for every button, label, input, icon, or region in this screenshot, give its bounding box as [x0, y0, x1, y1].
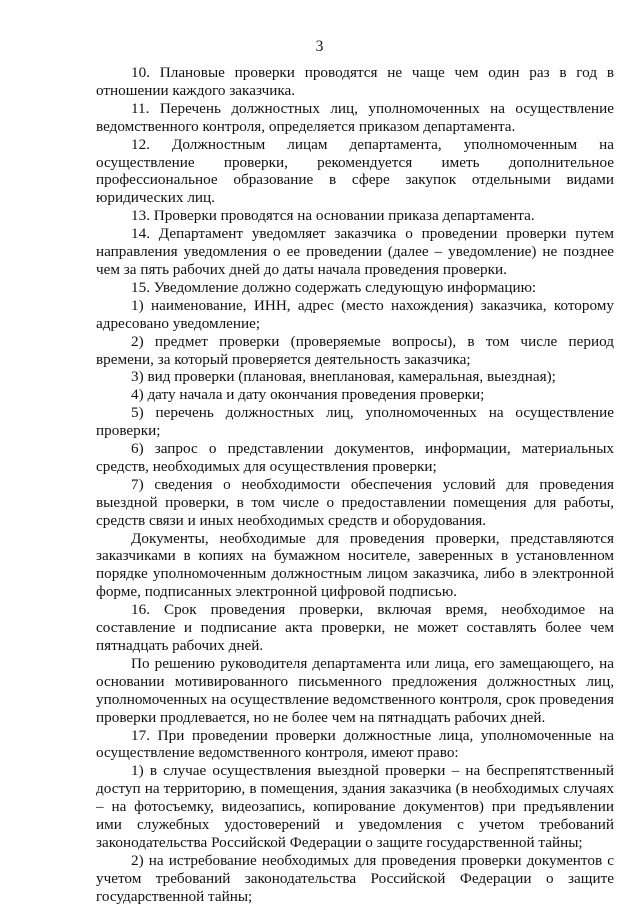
paragraph-11: 11. Перечень должностных лиц, уполномоченных на осуществление ведомственного контроля, определяется приказом департамента.: [96, 99, 614, 135]
paragraph-13: 13. Проверки проводятся на основании приказа департамента.: [131, 207, 535, 225]
list-item-15-1: 1) наименование, ИНН, адрес (место нахождения) заказчика, которому адресовано уведомление;: [96, 296, 614, 332]
list-item-15-4: 4) дату начала и дату окончания проведения проверки;: [131, 386, 485, 404]
paragraph-12: 12. Должностным лицам департамента, уполномоченным на осуществление проверки, рекомендуется иметь дополнительное профессиональное образование в сфере закупок отдельными видами юридических лиц.: [96, 135, 614, 207]
list-item-15-2: 2) предмет проверки (проверяемые вопросы), в том числе период времени, за который проверяется деятельность заказчика;: [96, 332, 614, 368]
paragraph-17: 17. При проведении проверки должностные лица, уполномоченные на осуществление ведомственного контроля, имеют право:: [96, 726, 614, 762]
list-item-15-7: 7) сведения о необходимости обеспечения условий для проведения выездной проверки, в том числе о предоставлении помещения для работы, средств связи и иных необходимых средств и оборудования.: [96, 475, 614, 529]
paragraph-14: 14. Департамент уведомляет заказчика о проведении проверки путем направления уведомления о ее проведении (далее – уведомление) не позднее чем за пять рабочих дней до даты начала проведения проверки.: [96, 225, 614, 278]
document-body: [96, 64, 614, 906]
list-item-15-3: 3) вид проверки (плановая, внеплановая, камеральная, выездная);: [131, 368, 556, 386]
paragraph-documents: Документы, необходимые для проведения проверки, представляются заказчиками в копиях на бумажном носителе, заверенных в установленном порядке уполномоченным должностным лицом заказчика, либо в электронной форме, подписанных электронной цифровой подписью.: [96, 529, 614, 601]
paragraph-extension: По решению руководителя департамента или лица, его замещающего, на основании мотивированного письменного предложения должностных лиц, уполномоченных на осуществление ведомственного контроля, срок проведения проверки продлевается, но не более чем на пятнадцать рабочих дней.: [96, 654, 614, 726]
list-item-15-6: 6) запрос о представлении документов, информации, материальных средств, необходимых для осуществления проверки;: [96, 440, 614, 475]
paragraph-16: 16. Срок проведения проверки, включая время, необходимое на составление и подписание акта проверки, не может составлять более чем пятнадцать рабочих дней.: [96, 601, 614, 654]
list-item-15-5: 5) перечень должностных лиц, уполномоченных на осуществление проверки;: [96, 404, 614, 440]
list-item-17-1: 1) в случае осуществления выездной проверки – на беспрепятственный доступ на территорию, в помещения, здания заказчика (в необходимых случаях – на фотосъемку, видеозапись, копирование документов) при предъявлении ими служебных удостоверений и уведомления с учетом требований законодательства Российской Федерации о защите государственной тайны;: [96, 762, 614, 851]
page-number: 3: [315, 38, 324, 55]
paragraph-15: 15. Уведомление должно содержать следующую информацию:: [131, 278, 537, 296]
paragraph-10: 10. Плановые проверки проводятся не чаще чем один раз в год в отношении каждого заказчика.: [96, 64, 614, 99]
list-item-17-2: 2) на истребование необходимых для проведения проверки документов с учетом требований законодательства Российской Федерации о защите государственной тайны;: [96, 851, 614, 905]
